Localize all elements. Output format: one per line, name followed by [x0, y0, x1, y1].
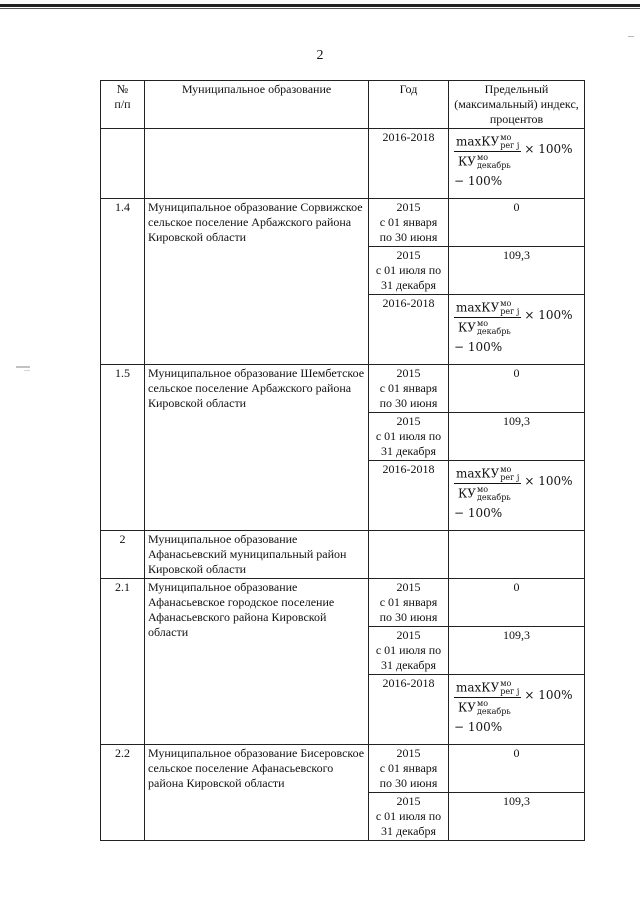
municipality-name: Муниципальное образование Шембетское сельское поселение Арбажского района Кировской области: [145, 365, 369, 531]
formula-fraction: [454, 300, 521, 336]
formula-denominator: КУ мо декабрь: [458, 699, 511, 716]
row-number: 2.1: [101, 579, 145, 745]
formula-denominator: КУ мо декабрь: [458, 153, 511, 170]
scan-mark: [16, 366, 30, 368]
index-value: 109,3: [449, 627, 585, 675]
formula-numerator: maxКУ мо рег j: [456, 299, 520, 316]
row-number: 2: [101, 531, 145, 579]
index-formula: [452, 130, 581, 170]
period-year: 2015 с 01 января по 30 июня: [369, 745, 449, 793]
period-year: 2015 с 01 января по 30 июня: [369, 579, 449, 627]
municipality-name: Муниципальное образование Афанасьевское городское поселение Афанасьевского района Кировской области: [145, 579, 369, 745]
formula-denominator: КУ мо декабрь: [458, 485, 511, 502]
municipality-name: Муниципальное образование Бисеровское сельское поселение Афанасьевского района Кировской области: [145, 745, 369, 841]
table-row: [101, 199, 585, 247]
formula-times: × 100%: [524, 142, 573, 156]
formula-minus: − 100%: [454, 340, 503, 354]
formula-minus: − 100%: [454, 720, 503, 734]
period-year: 2015 с 01 января по 30 июня: [369, 365, 449, 413]
index-formula: [452, 462, 581, 502]
period-year: [369, 531, 449, 579]
index-value: 0: [449, 579, 585, 627]
scan-top-line: [0, 8, 640, 9]
index-value: [449, 461, 585, 531]
period-year: 2015 с 01 июля по 31 декабря: [369, 413, 449, 461]
formula-times: × 100%: [524, 308, 573, 322]
formula-fraction: [454, 134, 521, 170]
index-value: 109,3: [449, 413, 585, 461]
formula-numerator: maxКУ мо рег j: [456, 679, 520, 696]
index-value: 0: [449, 365, 585, 413]
header-number: № п/п: [101, 81, 145, 129]
table-body: [101, 129, 585, 841]
formula-times: × 100%: [524, 688, 573, 702]
period-year: 2016-2018: [369, 461, 449, 531]
table-row: [101, 745, 585, 793]
period-year: 2016-2018: [369, 675, 449, 745]
formula-minus: − 100%: [454, 174, 503, 188]
formula-fraction: [454, 680, 521, 716]
index-value: 109,3: [449, 793, 585, 841]
period-year: 2015 с 01 июля по 31 декабря: [369, 793, 449, 841]
scan-mark: [24, 370, 30, 371]
index-value: 109,3: [449, 247, 585, 295]
header-year: Год: [369, 81, 449, 129]
index-value: [449, 129, 585, 199]
tariff-index-table: [100, 80, 585, 841]
row-number: 2.2: [101, 745, 145, 841]
period-year: 2015 с 01 января по 30 июня: [369, 199, 449, 247]
table-row: [101, 531, 585, 579]
formula-times: × 100%: [524, 474, 573, 488]
index-value: [449, 531, 585, 579]
index-value: [449, 295, 585, 365]
header-index: Предельный (максимальный) индекс, процентов: [449, 81, 585, 129]
index-formula: [452, 296, 581, 336]
period-year: 2015 с 01 июля по 31 декабря: [369, 247, 449, 295]
period-year: 2016-2018: [369, 129, 449, 199]
formula-fraction: [454, 466, 521, 502]
table-header-row: [101, 81, 585, 129]
index-value: [449, 675, 585, 745]
index-value: 0: [449, 199, 585, 247]
page-number: 2: [316, 48, 324, 63]
row-number: 1.5: [101, 365, 145, 531]
scan-mark: [628, 36, 634, 37]
table-row: [101, 365, 585, 413]
municipality-name: [145, 129, 369, 199]
index-formula: [452, 676, 581, 716]
formula-minus: − 100%: [454, 506, 503, 520]
row-number: 1.4: [101, 199, 145, 365]
header-municipality: Муниципальное образование: [145, 81, 369, 129]
index-value: 0: [449, 745, 585, 793]
municipality-name: Муниципальное образование Сорвижское сельское поселение Арбажского района Кировской области: [145, 199, 369, 365]
formula-denominator: КУ мо декабрь: [458, 319, 511, 336]
period-year: 2015 с 01 июля по 31 декабря: [369, 627, 449, 675]
row-number: [101, 129, 145, 199]
formula-numerator: maxКУ мо рег j: [456, 133, 520, 150]
municipality-name: Муниципальное образование Афанасьевский муниципальный район Кировской области: [145, 531, 369, 579]
period-year: 2016-2018: [369, 295, 449, 365]
table-row: [101, 129, 585, 199]
formula-numerator: maxКУ мо рег j: [456, 465, 520, 482]
table-row: [101, 579, 585, 627]
